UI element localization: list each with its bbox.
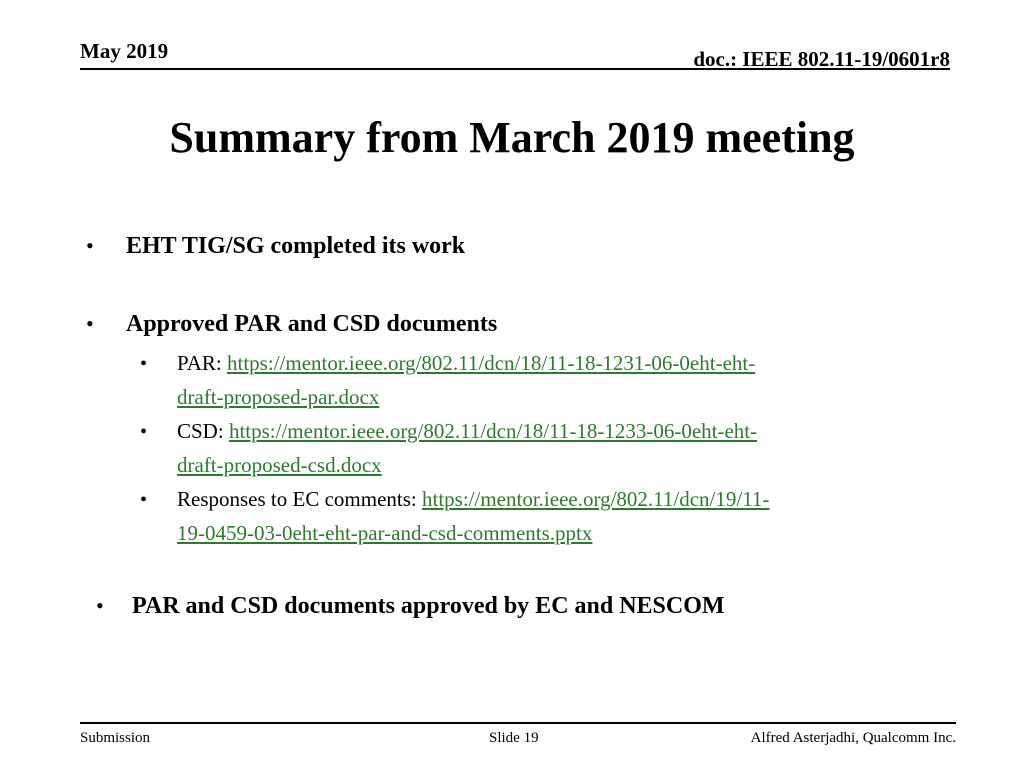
sub-bullet-marker-responses: • [140, 489, 148, 511]
csd-prefix: CSD: [177, 419, 229, 443]
bullet-marker: • [96, 593, 104, 618]
sub-bullet-csd [177, 414, 917, 482]
par-link-continued[interactable]: draft-proposed-par.docx [177, 385, 380, 409]
csd-link-continued[interactable]: draft-proposed-csd.docx [177, 453, 382, 477]
par-link[interactable]: https://mentor.ieee.org/802.11/dcn/18/11-18-1231-06-0eht-eht- [227, 351, 756, 375]
sub-bullet-marker-par: • [140, 353, 148, 375]
sub-bullet-csd-line1 [177, 414, 917, 448]
header-doc-id: doc.: IEEE 802.11-19/0601r8 [693, 47, 950, 71]
bullet-text-3: PAR and CSD documents approved by EC and NESCOM [132, 593, 725, 619]
bullet-text-1: EHT TIG/SG completed its work [126, 233, 466, 259]
bullet-text-2: Approved PAR and CSD documents [126, 311, 498, 337]
sub-bullet-par-line1 [177, 346, 917, 380]
bullet-item-2 [86, 309, 94, 339]
bullet-item-1 [86, 231, 94, 261]
slide-title: Summary from March 2019 meeting [169, 113, 855, 162]
sub-bullet-responses-line1 [177, 482, 917, 516]
bullet-item-3 [96, 591, 104, 621]
footer-author: Alfred Asterjadhi, Qualcomm Inc. [750, 730, 956, 746]
par-prefix: PAR: [177, 351, 228, 375]
sub-bullet-responses [177, 482, 917, 550]
responses-link-continued[interactable]: 19-0459-03-0eht-eht-par-and-csd-comments.pptx [177, 521, 593, 545]
footer-divider [80, 722, 956, 724]
header-divider [80, 68, 950, 70]
footer-slide-number: Slide 19 [489, 730, 539, 746]
sub-bullet-par [177, 346, 917, 414]
bullet-marker: • [86, 311, 94, 336]
responses-link[interactable]: https://mentor.ieee.org/802.11/dcn/19/11- [422, 487, 770, 511]
responses-prefix: Responses to EC comments: [177, 487, 422, 511]
sub-bullet-marker-csd: • [140, 421, 148, 443]
csd-link[interactable]: https://mentor.ieee.org/802.11/dcn/18/11-18-1233-06-0eht-eht- [228, 419, 758, 443]
footer-submission: Submission [80, 730, 151, 746]
header-date: May 2019 [80, 39, 169, 63]
bullet-marker: • [86, 233, 94, 258]
